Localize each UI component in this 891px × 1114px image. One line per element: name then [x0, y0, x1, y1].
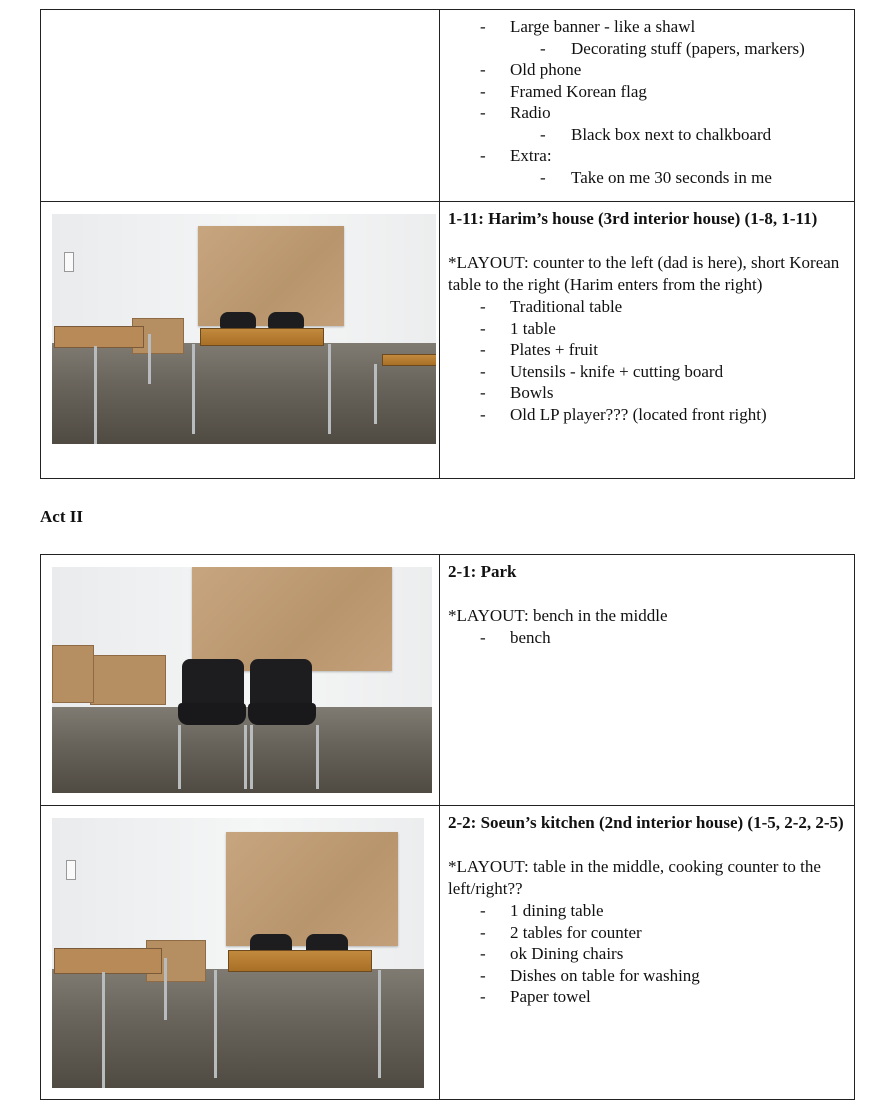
list-item: - Decorating stuff (papers, markers) [448, 38, 846, 60]
list-item: - Framed Korean flag [448, 81, 846, 103]
photo-cell [41, 555, 440, 806]
empty-photo-cell [41, 10, 440, 202]
list-item: - 1 dining table [448, 900, 846, 922]
list-item: - 1 table [448, 318, 846, 340]
table-row-scene-1-11 [41, 202, 855, 479]
scene-heading: 1-11: Harim’s house (3rd interior house) (1-8, 1-11) [448, 209, 818, 228]
scene-heading: 2-2: Soeun’s kitchen (2nd interior house) (1-5, 2-2, 2-5) [448, 813, 844, 832]
scene-photo-soeuns-kitchen [52, 818, 424, 1088]
list-item: - Extra: [448, 145, 846, 167]
props-list [448, 296, 846, 425]
photo-cell [41, 202, 440, 479]
list-item: - Radio [448, 102, 846, 124]
scene-2-1-cell [440, 555, 855, 806]
props-list [448, 900, 846, 1008]
list-item: - Black box next to chalkboard [448, 124, 846, 146]
props-list [448, 627, 846, 649]
props-list [448, 16, 846, 188]
list-item: - ok Dining chairs [448, 943, 846, 965]
layout-note: *LAYOUT: table in the middle, cooking counter to the left/right?? [448, 857, 821, 898]
layout-note: *LAYOUT: counter to the left (dad is here), short Korean table to the right (Harim enters from the right) [448, 253, 840, 294]
list-item: - Plates + fruit [448, 339, 846, 361]
list-item: - bench [448, 627, 846, 649]
list-item: - Large banner - like a shawl [448, 16, 846, 38]
scene-1-11-cell [440, 202, 855, 479]
list-item: - Traditional table [448, 296, 846, 318]
table-row-props [41, 10, 855, 202]
act-title: Act II [40, 507, 83, 526]
scene-table-act2 [40, 554, 855, 1100]
layout-note: *LAYOUT: bench in the middle [448, 606, 668, 625]
scene-photo-park [52, 567, 432, 793]
scene-photo-harims-house [52, 214, 436, 444]
list-item: - Paper towel [448, 986, 846, 1008]
table-row-scene-2-2 [41, 806, 855, 1100]
list-item: - Utensils - knife + cutting board [448, 361, 846, 383]
scene-2-2-cell [440, 806, 855, 1100]
list-item: - Old LP player??? (located front right) [448, 404, 846, 426]
list-item: - Dishes on table for washing [448, 965, 846, 987]
photo-cell [41, 806, 440, 1100]
list-item: - Take on me 30 seconds in me [448, 167, 846, 189]
props-cell [440, 10, 855, 202]
table-row-scene-2-1 [41, 555, 855, 806]
list-item: - Old phone [448, 59, 846, 81]
scene-heading: 2-1: Park [448, 562, 517, 581]
scene-table-act1 [40, 9, 855, 479]
list-item: - Bowls [448, 382, 846, 404]
list-item: - 2 tables for counter [448, 922, 846, 944]
